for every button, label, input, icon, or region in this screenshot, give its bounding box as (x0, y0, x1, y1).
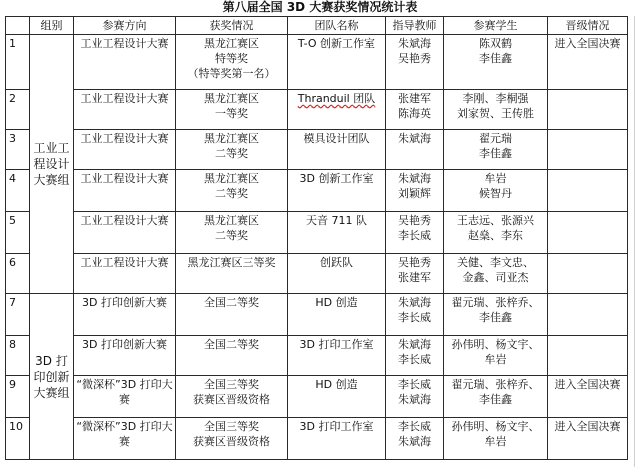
row-index: 8 (6, 336, 30, 376)
promotion-cell: 进入全国决赛 (548, 376, 628, 418)
promotion-cell: 进入全国决赛 (548, 418, 628, 460)
cell-line: 天音 711 队 (306, 214, 367, 227)
direction-cell: 3D 打印创新大赛 (74, 294, 176, 336)
cell-line: 刘家贺、王传胜 (457, 107, 534, 120)
cell-line: 特等奖 (215, 52, 248, 65)
students-cell (444, 90, 548, 130)
cell-line: 获赛区晋级资格 (193, 435, 270, 448)
cell-line: （特等奖第一名） (187, 67, 276, 80)
page-edge-line (634, 16, 635, 467)
header-index (6, 17, 30, 35)
team-cell (288, 294, 386, 336)
promotion-cell (548, 212, 628, 254)
header-award: 获奖情况 (176, 17, 288, 35)
award-cell (176, 212, 288, 254)
promotion-cell (548, 130, 628, 170)
direction-cell: 工业工程设计大赛 (74, 90, 176, 130)
cell-line: 孙伟明、杨文宇、 (451, 420, 540, 433)
cell-line: 二等奖 (215, 187, 248, 200)
cell-line: 金鑫、司亚杰 (462, 271, 529, 284)
team-cell (288, 376, 386, 418)
teacher-cell (386, 35, 444, 90)
row-index: 5 (6, 212, 30, 254)
award-cell (176, 130, 288, 170)
cell-line: 全国三等奖 (204, 378, 259, 391)
team-cell (288, 336, 386, 376)
cell-line: 翟元瑞、张梓乔、 (451, 296, 540, 309)
cell-line: 黑龙江赛区 (204, 92, 259, 105)
promotion-cell (548, 170, 628, 212)
cell-line: 翟元瑞 (479, 132, 512, 145)
cell-line: 李佳鑫 (479, 311, 512, 324)
students-cell (444, 418, 548, 460)
direction-cell: 工业工程设计大赛 (74, 170, 176, 212)
cell-line: 吴艳秀 (398, 52, 431, 65)
teacher-cell (386, 376, 444, 418)
promotion-cell (548, 336, 628, 376)
header-promotion: 晋级情况 (548, 17, 628, 35)
cell-line: 孙伟明、杨文宇、 (451, 338, 540, 351)
row-index: 9 (6, 376, 30, 418)
cell-line: 黑龙江赛区 (204, 172, 259, 185)
table-row (6, 418, 628, 460)
cell-line: 张建军 (398, 92, 431, 105)
cell-line: 陈双鹤 (479, 37, 512, 50)
teacher-cell (386, 170, 444, 212)
cell-line: 候智丹 (479, 187, 512, 200)
row-index: 4 (6, 170, 30, 212)
table-row (6, 254, 628, 294)
direction-cell: 工业工程设计大赛 (74, 212, 176, 254)
header-students: 参赛学生 (444, 17, 548, 35)
header-direction: 参赛方向 (74, 17, 176, 35)
cell-line: 朱斌海 (398, 393, 431, 406)
direction-cell: 3D 打印创新大赛 (74, 336, 176, 376)
direction-cell: 工业工程设计大赛 (74, 254, 176, 294)
cell-line: 3D 创新工作室 (299, 172, 374, 185)
cell-line: 牟岩 (484, 435, 507, 448)
table-row (6, 336, 628, 376)
cell-line: 李佳鑫 (479, 147, 512, 160)
table-row (6, 376, 628, 418)
cell-line: 全国二等奖 (204, 296, 259, 309)
row-index: 10 (6, 418, 30, 460)
cell-line: 二等奖 (215, 229, 248, 242)
cell-line: 获赛区晋级资格 (193, 393, 270, 406)
cell-line: 王志远、张源兴 (457, 214, 534, 227)
group-cell: 3D 打印创新大赛组 (30, 294, 74, 460)
promotion-cell: 进入全国决赛 (548, 35, 628, 90)
cell-line: 3D 打印工作室 (299, 338, 374, 351)
teacher-cell (386, 212, 444, 254)
cell-line: 赵燊、李东 (468, 229, 523, 242)
award-cell (176, 336, 288, 376)
cell-line: 关健、李文忠、 (457, 256, 534, 269)
table-row (6, 130, 628, 170)
cell-line: 模具设计团队 (303, 132, 370, 145)
cell-line: 李佳鑫 (479, 52, 512, 65)
students-cell (444, 212, 548, 254)
promotion-cell (548, 90, 628, 130)
team-cell (288, 35, 386, 90)
cell-line: 朱斌海 (398, 338, 431, 351)
cell-line: 黑龙江赛区 (204, 214, 259, 227)
team-cell (288, 170, 386, 212)
team-cell (288, 130, 386, 170)
students-cell (444, 376, 548, 418)
students-cell (444, 170, 548, 212)
cell-line: 全国二等奖 (204, 338, 259, 351)
cell-line: 李长威 (398, 353, 431, 366)
row-index: 7 (6, 294, 30, 336)
teacher-cell (386, 336, 444, 376)
cell-line: 陈海英 (398, 107, 431, 120)
cell-line: 翟元瑞、张梓乔、 (451, 378, 540, 391)
students-cell (444, 254, 548, 294)
cell-line: 黑龙江赛区 (204, 37, 259, 50)
cell-line: T-O 创新工作室 (297, 37, 376, 50)
cell-line: 朱斌海 (398, 296, 431, 309)
teacher-cell (386, 418, 444, 460)
direction-cell: “微深杯”3D 打印大赛 (74, 376, 176, 418)
cell-line: 黑龙江赛区三等奖 (187, 256, 276, 269)
award-cell (176, 90, 288, 130)
award-cell (176, 35, 288, 90)
award-table-wrapper (5, 16, 628, 460)
table-row (6, 90, 628, 130)
teacher-cell (386, 254, 444, 294)
header-group: 组别 (30, 17, 74, 35)
teacher-cell (386, 130, 444, 170)
cell-line: 李长威 (398, 420, 431, 433)
cell-line: HD 创造 (315, 296, 358, 309)
award-table (5, 16, 628, 460)
promotion-cell (548, 254, 628, 294)
row-index: 1 (6, 35, 30, 90)
students-cell (444, 130, 548, 170)
cell-line: 李长威 (398, 311, 431, 324)
cell-line: 牟岩 (484, 172, 507, 185)
cell-line: 朱斌海 (398, 172, 431, 185)
promotion-cell (548, 294, 628, 336)
students-cell (444, 336, 548, 376)
team-cell (288, 90, 386, 130)
row-index: 3 (6, 130, 30, 170)
cell-line: 3D 打印工作室 (299, 420, 374, 433)
header-row (6, 17, 628, 35)
cell-line: 二等奖 (215, 147, 248, 160)
cell-line: 全国三等奖 (204, 420, 259, 433)
cell-line: 李长威 (398, 229, 431, 242)
award-cell (176, 254, 288, 294)
cell-line: 张建军 (398, 271, 431, 284)
award-cell (176, 418, 288, 460)
cell-line: Thranduil 团队 (297, 92, 376, 105)
cell-line: 一等奖 (215, 107, 248, 120)
page-title: 第八届全国 3D 大赛获奖情况统计表 (222, 0, 418, 14)
cell-line: 吴艳秀 (398, 256, 431, 269)
cell-line: 牟岩 (484, 353, 507, 366)
direction-cell: “微深杯”3D 打印大赛 (74, 418, 176, 460)
cell-line: 朱斌海 (398, 132, 431, 145)
table-row (6, 170, 628, 212)
table-row (6, 212, 628, 254)
students-cell (444, 35, 548, 90)
teacher-cell (386, 294, 444, 336)
table-row (6, 294, 628, 336)
team-cell (288, 212, 386, 254)
row-index: 2 (6, 90, 30, 130)
direction-cell: 工业工程设计大赛 (74, 130, 176, 170)
award-cell (176, 170, 288, 212)
cell-line: 李刚、李桐强 (462, 92, 529, 105)
direction-cell: 工业工程设计大赛 (74, 35, 176, 90)
header-team: 团队名称 (288, 17, 386, 35)
cell-line: 刘颖辉 (398, 187, 431, 200)
table-row (6, 35, 628, 90)
cell-line: 吴艳秀 (398, 214, 431, 227)
table-body (6, 35, 628, 460)
group-cell: 工业工程设计大赛组 (30, 35, 74, 294)
award-cell (176, 376, 288, 418)
cell-line: 创跃队 (320, 256, 353, 269)
team-cell (288, 254, 386, 294)
header-teacher: 指导教师 (386, 17, 444, 35)
row-index: 6 (6, 254, 30, 294)
cell-line: 李长威 (398, 378, 431, 391)
cell-line: 朱斌海 (398, 37, 431, 50)
students-cell (444, 294, 548, 336)
cell-line: 朱斌海 (398, 435, 431, 448)
cell-line: 黑龙江赛区 (204, 132, 259, 145)
cell-line: 李佳鑫 (479, 393, 512, 406)
cell-line: HD 创造 (315, 378, 358, 391)
award-cell (176, 294, 288, 336)
team-cell (288, 418, 386, 460)
teacher-cell (386, 90, 444, 130)
